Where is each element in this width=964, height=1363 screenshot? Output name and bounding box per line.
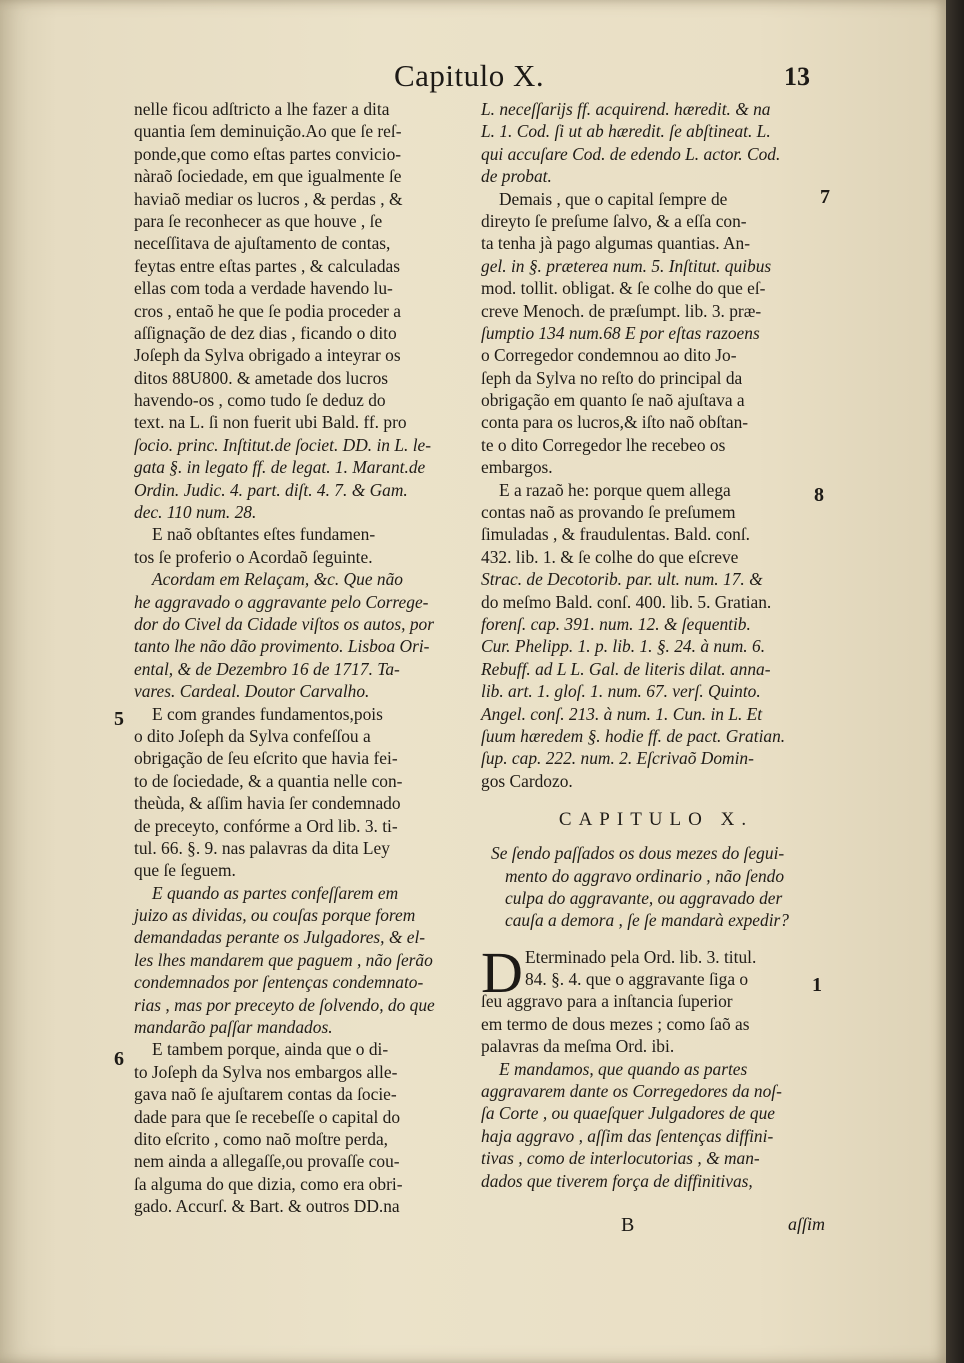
text-line: rias , mas por preceyto de ſolvendo, do que: [134, 994, 435, 1015]
text-line: ſuum hæredem §. hodie ff. de pact. Gratian.: [481, 725, 786, 746]
text-line: ditos 88U800. & ametade dos lucros: [134, 367, 389, 388]
text-line: dor do Civel da Cidade viſtos os autos, por: [134, 613, 434, 634]
text-line: text. na L. ſi non fuerit ubi Bald. ff. pro: [134, 412, 407, 433]
text-line: to de ſociedade, & a quantia nelle con-: [134, 770, 403, 791]
text-line: Eterminado pela Ord. lib. 3. titul.: [525, 946, 757, 967]
text-line: tivas , como de interlocutorias , & man-: [481, 1148, 760, 1169]
text-line: o dito Joſeph da Sylva confeſſou a: [134, 725, 371, 746]
marginal-number: 8: [814, 484, 824, 506]
text-line: aggravarem dante os Corregedores da noſ-: [481, 1081, 782, 1102]
marginal-number: 5: [114, 708, 124, 730]
chapter-summary-line: mento do aggravo ordinario , não ſendo: [505, 865, 785, 886]
text-line: 432. lib. 1. & ſe colhe do que eſcreve: [481, 546, 739, 567]
chapter-body: [481, 939, 821, 1192]
text-line: embargos.: [481, 457, 553, 478]
text-line: creve Menoch. de præſumpt. lib. 3. præ-: [481, 300, 762, 321]
marginal-number: 1: [812, 974, 822, 996]
text-line: tos ſe proferio o Acordaõ ſeguinte.: [134, 546, 373, 567]
chapter-summary-line: cauſa a demora , ſe ſe mandarà expedir?: [505, 910, 789, 931]
text-line: ſa Corte , ou quaeſquer Julgadores de que: [481, 1103, 775, 1124]
text-line: L. 1. Cod. ſi ut ab hæredit. ſe abſtineat. L.: [481, 121, 771, 142]
text-line: theùda, & aſſim havia ſer condemnado: [134, 793, 401, 814]
text-line: ſimuladas , & fraudulentas. Bald. conſ.: [481, 524, 751, 545]
text-line: E a razaõ he: porque quem allega: [499, 479, 731, 500]
text-line: ellas com toda a verdade havendo lu-: [134, 278, 393, 299]
chapter-summary-line: culpa do aggravante, ou aggravado der: [505, 887, 783, 908]
marginal-number: 6: [114, 1048, 124, 1070]
signature-mark: B: [621, 1214, 635, 1236]
text-line: ponde,que como eſtas partes convicio-: [134, 143, 402, 164]
text-line: E tambem porque, ainda que o di-: [152, 1039, 389, 1060]
text-line: 84. §. 4. que o aggravante ſiga o: [525, 969, 749, 990]
text-line: havendo-os , como tudo ſe deduz do: [134, 390, 386, 411]
text-line: do meſmo Bald. conſ. 400. lib. 5. Gratian.: [481, 591, 772, 612]
text-line: Demais , que o capital ſempre de: [499, 188, 728, 209]
text-line: ental, & de Dezembro 16 de 1717. Ta-: [134, 658, 400, 679]
spacer: [481, 932, 821, 946]
text-line: ta tenha jà pago algumas quantias. An-: [481, 233, 750, 254]
text-line: ſup. cap. 222. num. 2. Eſcrivaõ Domin-: [481, 748, 754, 769]
text-line: obrigação de ſeu eſcrito que havia fei-: [134, 748, 398, 769]
chapter-heading: CAPITULO X.: [558, 809, 754, 831]
text-line: ſa alguma do que dizia, como era obri-: [134, 1173, 403, 1194]
text-line: E quando as partes confeſſarem em: [152, 882, 399, 903]
text-line: condemnados por ſentenças condemnato-: [134, 972, 424, 993]
text-line: E com grandes fundamentos,pois: [152, 703, 383, 724]
drop-cap: D: [481, 939, 523, 1005]
text-line: E naõ obſtantes eſtes fundamen-: [152, 524, 376, 545]
text-line: dade para que ſe recebeſſe o capital do: [134, 1106, 401, 1127]
text-line: ſeph da Sylva no reſto do principal da: [481, 367, 743, 388]
text-line: de probat.: [481, 166, 552, 187]
chapter-summary-line: Se ſendo paſſados os dous mezes do ſegui-: [491, 843, 785, 864]
text-line: to Joſeph da Sylva nos embargos alle-: [134, 1061, 398, 1082]
text-line: Rebuff. ad L L. Gal. de literis dilat. anna-: [481, 658, 771, 679]
text-line: gos Cardozo.: [481, 770, 573, 791]
text-line: gava naõ ſe ajuſtarem contas da ſocie-: [134, 1084, 397, 1105]
text-line: quantia ſem deminuição.Ao que ſe reſ-: [134, 121, 402, 142]
left-column: [134, 98, 464, 1233]
text-line: les lhes mandarem que paguem , não ſerão: [134, 949, 433, 970]
text-line: ſumptio 134 num.68 E por eſtas razoens: [481, 322, 760, 343]
page-edge: [946, 0, 964, 1363]
text-line: obrigação em quanto ſe naõ ajuſtava a: [481, 390, 745, 411]
text-line: gado. Accurſ. & Bart. & outros DD.na: [134, 1196, 400, 1217]
text-line: ſocio. princ. Inſtitut.de ſociet. DD. in L. le-: [134, 434, 432, 455]
text-line: de preceyto, confórme a Ord lib. 3. ti-: [134, 815, 398, 836]
text-line: E mandamos, que quando as partes: [499, 1058, 748, 1079]
text-line: forenſ. cap. 391. num. 12. & ſequentib.: [481, 613, 751, 634]
text-line: gata §. in legato ff. de legat. 1. Marant.de: [134, 457, 426, 478]
right-column: [481, 98, 821, 1238]
text-line: juizo as dividas, ou couſas porque forem: [134, 905, 416, 926]
text-line: haviaõ mediar os lucros , & perdas , &: [134, 188, 403, 209]
text-line: L. neceſſarijs ff. acquirend. hæredit. & na: [481, 99, 771, 119]
text-line: palavras da meſma Ord. ibi.: [481, 1036, 675, 1057]
text-line: em termo de dous mezes ; como ſaõ as: [481, 1013, 750, 1034]
text-line: lib. art. 1. gloſ. 1. num. 67. verſ. Quinto.: [481, 681, 761, 702]
text-line: nem ainda a allegaſſe,ou provaſſe cou-: [134, 1151, 400, 1172]
text-line: Angel. conſ. 213. à num. 1. Cun. in L. Et: [481, 703, 763, 724]
text-line: mod. tollit. obligat. & ſe colhe do que eſ-: [481, 278, 766, 299]
text-line: feytas entre eſtas partes , & calculadas: [134, 255, 401, 276]
text-line: para ſe reconhecer as que houve , ſe: [134, 210, 383, 231]
text-line: Strac. de Decotorib. par. ult. num. 17. &: [481, 569, 763, 590]
text-line: nelle ficou adſtricto a lhe fazer a dita: [134, 99, 390, 119]
text-line: Joſeph da Sylva obrigado a inteyrar os: [134, 345, 401, 366]
text-line: cros , entaõ he que ſe podia proceder a: [134, 300, 402, 321]
text-line: que ſe ſeguem.: [134, 860, 236, 881]
text-line: Acordam em Relaçam, &c. Que não: [152, 569, 403, 590]
text-line: Cur. Phelipp. 1. p. lib. 1. §. 24. à num. 6.: [481, 636, 766, 657]
text-line: conta para os lucros,& iſto naõ obſtan-: [481, 412, 749, 433]
text-line: vares. Cardeal. Doutor Carvalho.: [134, 681, 370, 702]
text-line: o Corregedor condemnou ao dito Jo-: [481, 345, 737, 366]
marginal-number: 7: [820, 186, 830, 208]
text-line: haja aggravo , aſſim das ſentenças diffini-: [481, 1125, 774, 1146]
text-line: qui accuſare Cod. de edendo L. actor. Cod.: [481, 143, 781, 164]
catchword: aſſim: [788, 1214, 826, 1234]
text-line: demandadas perante os Julgadores, & el-: [134, 927, 426, 948]
text-line: te o dito Corregedor lhe recebeo os: [481, 434, 726, 455]
text-line: neceſſitava de ajuſtamento de contas,: [134, 233, 391, 254]
text-line: tanto lhe não dão provimento. Lisboa Ori-: [134, 636, 430, 657]
text-line: direyto ſe preſume ſalvo, & a eſſa con-: [481, 210, 747, 231]
text-line: he aggravado o aggravante pelo Correge-: [134, 591, 429, 612]
text-line: dec. 110 num. 28.: [134, 502, 257, 523]
folio-number: 13: [784, 62, 810, 91]
spacer: [481, 792, 821, 804]
text-line: dito eſcrito , como naõ moſtre perda,: [134, 1128, 389, 1149]
text-line: tul. 66. §. 9. nas palavras da dita Ley: [134, 837, 390, 858]
text-line: ſeu aggravo para a inſtancia ſuperior: [481, 991, 733, 1012]
text-line: mandarão paſſar mandados.: [134, 1017, 333, 1038]
text-line: contas naõ as provando ſe preſumem: [481, 502, 736, 523]
text-line: dados que tiverem força de diffinitivas,: [481, 1170, 753, 1191]
text-line: Ordin. Judic. 4. part. diſt. 4. 7. & Gam.: [134, 479, 408, 500]
running-title: Capitulo X.: [394, 58, 545, 93]
text-line: aſſignação de dez dias , ficando o dito: [134, 322, 397, 343]
page-header: [0, 52, 946, 96]
text-line: gel. in §. præterea num. 5. Inſtitut. quibus: [481, 255, 772, 276]
text-line: nàraõ ſociedade, em que igualmente ſe: [134, 166, 402, 187]
